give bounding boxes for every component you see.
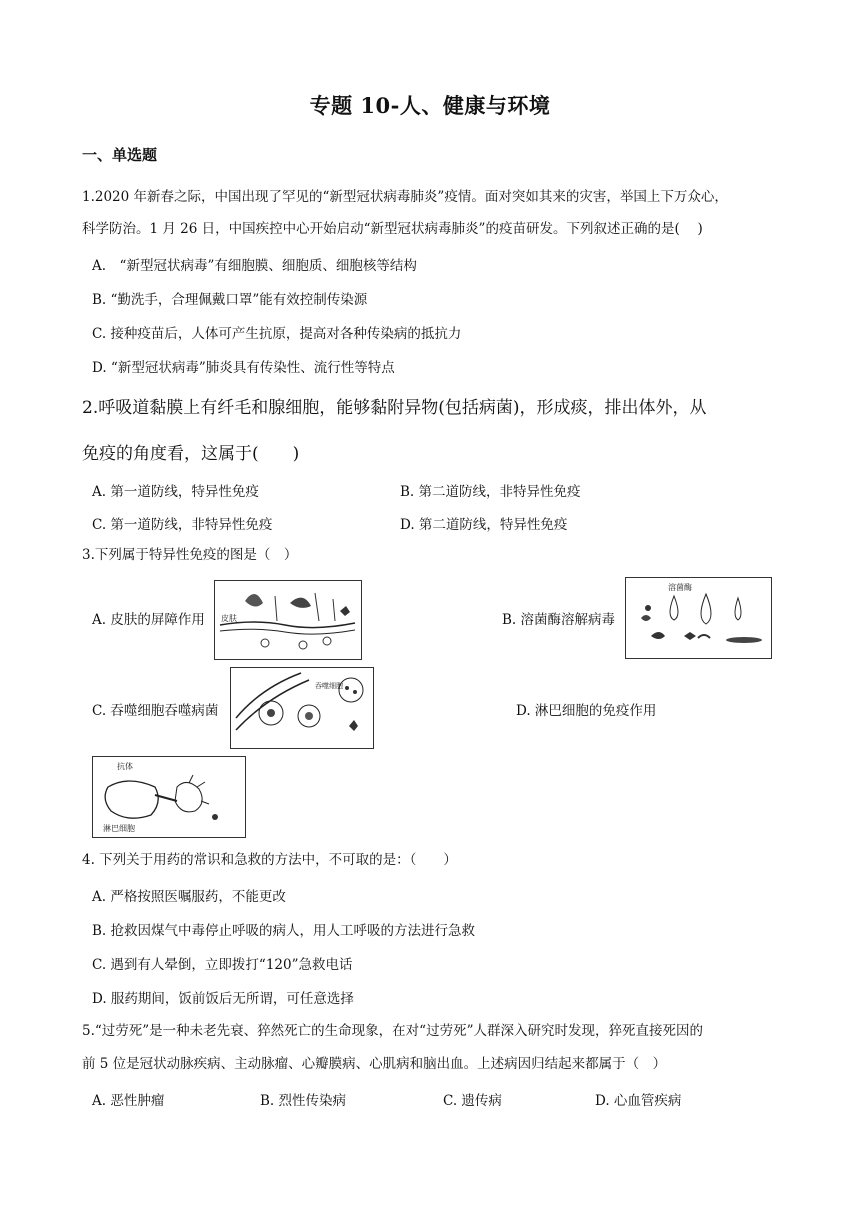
q1-stem-line2: 科学防治。1 月 26 日，中国疾控中心开始启动“新型冠状病毒肺炎”的疫苗研发。下列叙述正确的是( )	[82, 221, 703, 237]
q2-option-b: B. 第二道防线，非特异性免疫	[400, 484, 581, 500]
q1-stem-line1: 1.2020 年新春之际，中国出现了罕见的“新型冠状病毒肺炎”疫情。面对突如其来的灾害，举国上下万众心，	[82, 189, 728, 205]
q3-option-a: A. 皮肤的屏障作用	[92, 612, 205, 628]
q2-stem-line1: 2.呼吸道黏膜上有纤毛和腺细胞，能够黏附异物(包括病菌)，形成痰，排出体外，从	[82, 398, 707, 418]
q3-option-b: B. 溶菌酶溶解病毒	[502, 612, 616, 628]
q5-option-b: B. 烈性传染病	[260, 1093, 347, 1109]
q4-option-a: A. 严格按照医嘱服药，不能更改	[92, 889, 286, 905]
fig-d-label-top: 抗体	[117, 762, 133, 771]
q2-option-d: D. 第二道防线，特异性免疫	[400, 517, 568, 533]
q2-option-a: A. 第一道防线，特异性免疫	[92, 484, 259, 500]
page-title: 专题 10-人、健康与环境	[309, 93, 551, 118]
q5-stem-line1: 5.“过劳死”是一种未老先衰、猝然死亡的生命现象，在对“过劳死”人群深入研究时发现，猝死直接死因的	[82, 1023, 703, 1039]
q5-option-d: D. 心血管疾病	[595, 1093, 682, 1109]
q3-option-c: C. 吞噬细胞吞噬病菌	[92, 703, 219, 719]
figure-lymphocyte	[92, 756, 246, 838]
fig-b-label: 溶菌酶	[668, 583, 692, 592]
q4-stem: 4. 下列关于用药的常识和急救的方法中，不可取的是：（ ）	[82, 852, 457, 868]
q5-stem-line2: 前 5 位是冠状动脉疾病、主动脉瘤、心瓣膜病、心肌病和脑出血。上述病因归结起来都属于（ ）	[82, 1056, 667, 1072]
figure-lysozyme	[625, 577, 772, 659]
fig-d-label-bottom: 淋巴细胞	[103, 824, 135, 833]
q2-stem-line2: 免疫的角度看，这属于( )	[82, 444, 300, 464]
q1-option-d: D. “新型冠状病毒”肺炎具有传染性、流行性等特点	[92, 360, 395, 376]
fig-c-label: 吞噬细胞	[315, 682, 343, 690]
q1-option-a: A. “新型冠状病毒”有细胞膜、细胞质、细胞核等结构	[92, 258, 417, 274]
q2-option-c: C. 第一道防线，非特异性免疫	[92, 517, 273, 533]
q3-stem: 3.下列属于特异性免疫的图是（ ）	[82, 547, 298, 563]
q1-option-c: C. 接种疫苗后，人体可产生抗原，提高对各种传染病的抵抗力	[92, 326, 462, 342]
q3-option-d: D. 淋巴细胞的免疫作用	[516, 703, 657, 719]
q1-option-b: B. “勤洗手，合理佩戴口罩”能有效控制传染源	[92, 292, 368, 308]
q4-option-d: D. 服药期间，饭前饭后无所谓，可任意选择	[92, 991, 354, 1007]
figure-skin-barrier	[214, 580, 362, 660]
fig-a-label: 皮肤	[221, 614, 237, 623]
q4-option-c: C. 遇到有人晕倒，立即拨打“120”急救电话	[92, 957, 353, 973]
q4-option-b: B. 抢救因煤气中毒停止呼吸的病人，用人工呼吸的方法进行急救	[92, 923, 476, 939]
section-heading: 一、单选题	[82, 146, 158, 164]
figure-phagocyte	[230, 667, 374, 749]
q5-option-a: A. 恶性肿瘤	[92, 1093, 165, 1109]
q5-option-c: C. 遗传病	[443, 1093, 502, 1109]
